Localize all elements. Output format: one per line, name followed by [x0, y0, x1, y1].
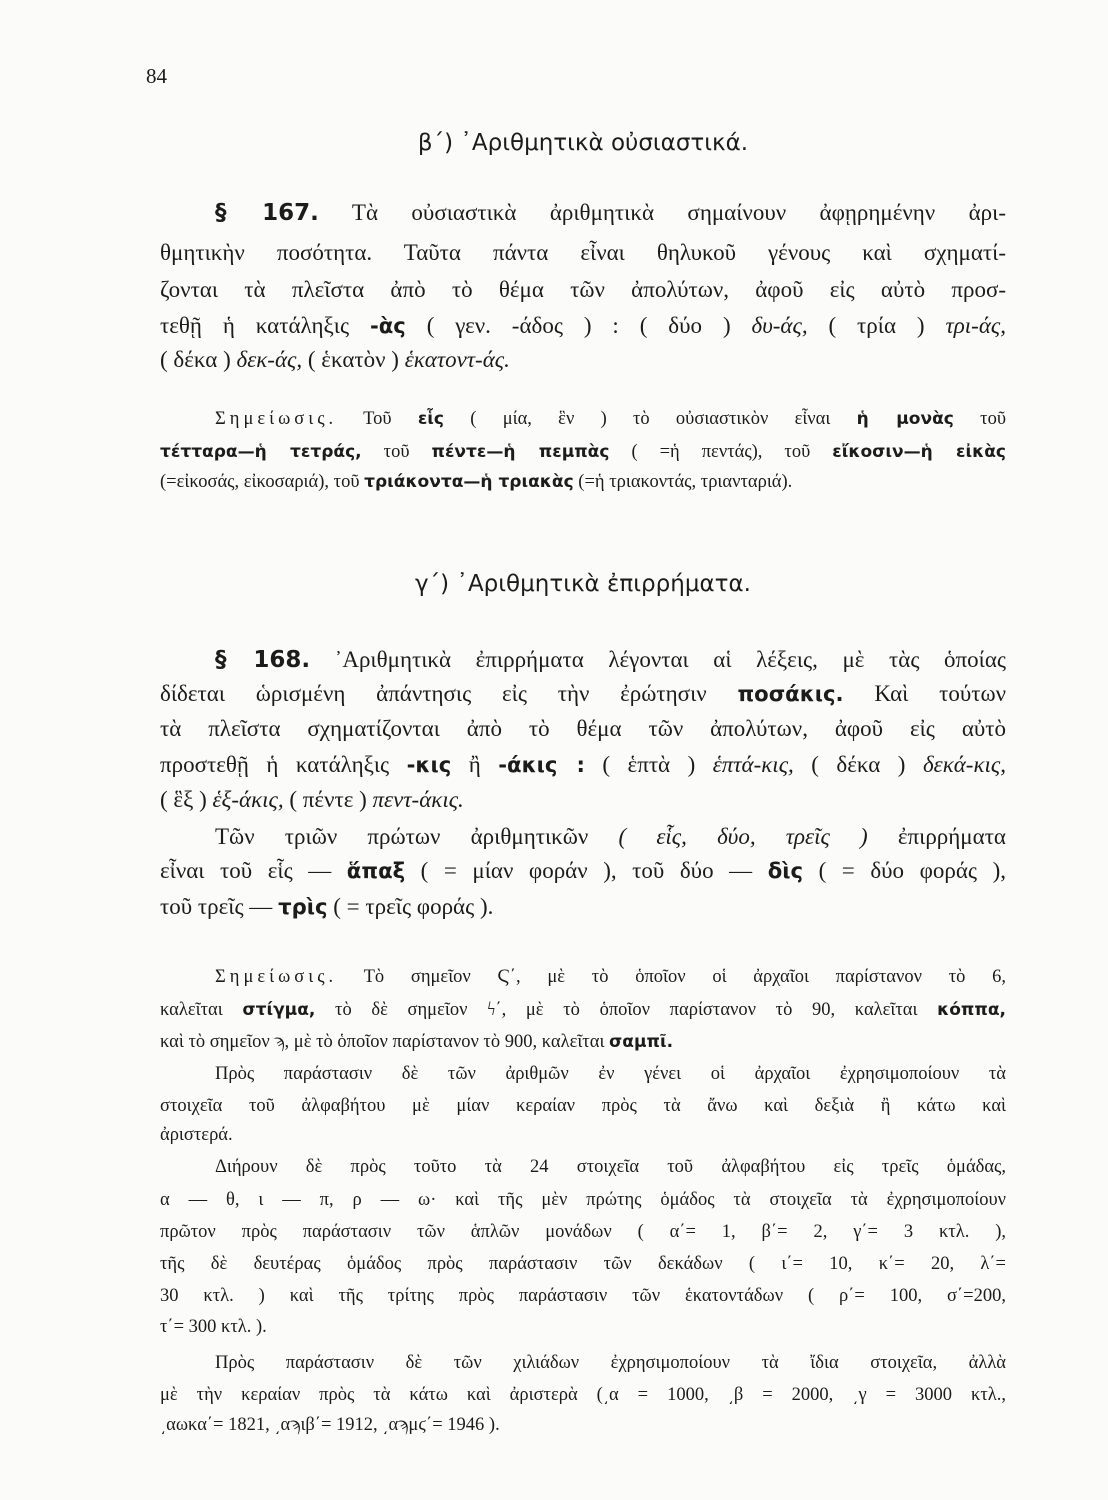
text-segment: δίδεται ὡρισμένη ἀπάντησις εἰς τὴν ἐρώτησιν	[160, 681, 738, 706]
text-segment: τ΄= 300 κτλ. ).	[160, 1317, 267, 1337]
bold-term: εἴκοσιν—ἡ εἰκὰς	[832, 442, 1007, 462]
text-line	[160, 275, 1006, 305]
text-segment: ( = δύο φοράς ),	[803, 858, 1006, 883]
bold-term: σαμπῖ.	[609, 1032, 674, 1052]
text-line	[160, 1120, 1006, 1150]
text-segment: τοῦ	[953, 409, 1006, 429]
text-segment: τοῦ τρεῖς —	[160, 894, 279, 919]
bold-term: κόππα,	[937, 1000, 1006, 1020]
text-segment: ( μία, ἓν ) τὸ οὐσιαστικὸν εἶναι	[444, 409, 857, 429]
text-segment: τοῦ	[361, 442, 432, 462]
text-line	[215, 1152, 1006, 1182]
text-segment: (=ἡ τριακοντάς, τριανταριά).	[573, 472, 793, 492]
text-segment: Σημείωσις.	[215, 967, 338, 987]
text-segment: καὶ τὸ σημεῖον ϡ, μὲ τὸ ὁποῖον παρίστανον τὸ 900, καλεῖται	[160, 1032, 610, 1052]
text-segment: καλεῖται	[160, 1000, 243, 1020]
bold-term: τριάκοντα—ἡ τριακὰς	[364, 472, 574, 492]
text-line	[160, 1249, 1006, 1279]
text-segment: ( ἓξ )	[160, 787, 213, 812]
text-segment: ( =ἡ πεντάς), τοῦ	[609, 442, 833, 462]
bold-term: -ὰς	[369, 313, 406, 338]
text-segment: Πρὸς παράστασιν δὲ τῶν ἀριθμῶν ἐν γένει οἱ ἀρχαῖοι ἐχρησιμοποίουν τὰ	[215, 1064, 1006, 1084]
bold-term: τέτταρα—ἡ τετράς,	[160, 442, 362, 462]
text-segment: ( πέντε )	[283, 787, 373, 812]
text-segment: ( γεν. -άδος ) : ( δύο )	[405, 313, 752, 338]
text-segment: ( δέκα )	[793, 752, 923, 777]
text-line	[160, 1217, 1006, 1247]
text-line	[160, 892, 1006, 922]
text-segment: Τὰ οὐσιαστικὰ ἀριθμητικὰ σημαίνουν ἀφῃρημένην ἀρι-	[318, 200, 1006, 225]
text-line	[160, 1281, 1006, 1311]
bold-term: ἅπαξ	[346, 858, 406, 883]
text-line	[160, 1091, 1006, 1121]
text-segment: Διήρουν δὲ πρὸς τοῦτο τὰ 24 στοιχεῖα τοῦ ἀλφαβήτου εἰς τρεῖς ὁμάδας,	[215, 1157, 1006, 1177]
text-segment: γ΄) ᾿Αριθμητικὰ ἐπιρρήματα.	[415, 571, 751, 597]
section-heading	[160, 569, 1006, 599]
text-segment: Σημείωσις.	[215, 409, 338, 429]
text-line	[160, 437, 1006, 467]
text-line	[215, 1348, 1006, 1378]
text-line	[160, 785, 1006, 815]
italic-term: ἑκατοντ-άς.	[404, 347, 510, 372]
text-segment: πρῶτον πρὸς παράστασιν τῶν ἁπλῶν μονάδων ( α΄= 1, β΄= 2, γ΄= 3 κτλ. ),	[160, 1222, 1006, 1242]
italic-term: τρι-άς,	[945, 313, 1006, 338]
text-segment: ( ἑπτὰ )	[584, 752, 713, 777]
italic-term: δυ-άς,	[751, 313, 808, 338]
page-number: 84	[146, 64, 167, 88]
text-line	[160, 238, 1006, 268]
italic-term: ἑπτά-κις,	[712, 752, 794, 777]
text-segment: ᾿Αριθμητικὰ ἐπιρρήματα λέγονται αἱ λέξεις, μὲ τὰς ὁποίας	[310, 647, 1006, 672]
text-line	[160, 1380, 1006, 1410]
bold-term: στίγμα,	[242, 1000, 316, 1020]
text-segment: τὰ πλεῖστα σχηματίζονται ἀπὸ τὸ θέμα τῶν ἀπολύτων, ἀφοῦ εἰς αὐτὸ	[160, 716, 1006, 741]
bold-term: ποσάκις.	[737, 681, 844, 706]
text-segment: τεθῇ ἡ κατάληξις	[160, 313, 370, 338]
text-segment: ( = τρεῖς φοράς ).	[327, 894, 494, 919]
text-segment: ἢ	[451, 752, 499, 777]
text-line	[160, 467, 1006, 497]
text-segment: 30 κτλ. ) καὶ τῆς τρίτης πρὸς παράστασιν τῶν ἑκατοντάδων ( ρ΄= 100, σ΄=200,	[160, 1286, 1006, 1306]
text-line	[215, 198, 1006, 228]
text-segment: Τὸ σημεῖον Ϛ΄, μὲ τὸ ὁποῖον οἱ ἀρχαῖοι παρίστανον τὸ 6,	[337, 967, 1006, 987]
text-segment: α — θ, ι — π, ρ — ω· καὶ τῆς μὲν πρώτης ὁμάδος τὰ στοιχεῖα τὰ ἐχρησιμοποίουν	[160, 1190, 1006, 1210]
text-segment: Τῶν τριῶν πρώτων ἀριθμητικῶν	[215, 824, 619, 849]
text-line	[215, 645, 1006, 675]
text-segment: εἶναι τοῦ εἷς —	[160, 858, 347, 883]
section-heading	[160, 128, 1006, 158]
text-line	[160, 345, 1006, 375]
italic-term: δεκ-άς,	[236, 347, 303, 372]
text-segment: ( = μίαν φοράν ), τοῦ δύο —	[405, 858, 768, 883]
text-line	[215, 1059, 1006, 1089]
text-line	[160, 311, 1006, 341]
text-line	[215, 962, 1006, 992]
bold-term: εἷς	[417, 409, 445, 429]
text-line	[160, 995, 1006, 1025]
text-line	[215, 404, 1006, 434]
text-segment: ( δέκα )	[160, 347, 237, 372]
text-segment: Τοῦ	[337, 409, 418, 429]
section-number: § 168.	[215, 647, 311, 673]
italic-term: ( εἷς, δύο, τρεῖς )	[618, 824, 868, 849]
text-line	[160, 1185, 1006, 1215]
bold-term: τρὶς	[278, 894, 328, 919]
italic-term: δεκά-κις,	[922, 752, 1006, 777]
text-segment: ( τρία )	[807, 313, 946, 338]
text-segment: ἐπιρρήματα	[867, 824, 1006, 849]
text-line	[160, 856, 1006, 886]
section-number: § 167.	[215, 200, 319, 226]
bold-term: πέντε—ἡ πεμπὰς	[431, 442, 610, 462]
bold-term: ἡ μονὰς	[856, 409, 954, 429]
text-segment: στοιχεῖα τοῦ ἀλφαβήτου μὲ μίαν κεραίαν πρὸς τὰ ἄνω καὶ δεξιὰ ἢ κάτω καὶ	[160, 1096, 1006, 1116]
text-segment: Πρὸς παράστασιν δὲ τῶν χιλιάδων ἐχρησιμοποίουν τὰ ἴδια στοιχεῖα, ἀλλὰ	[215, 1353, 1006, 1373]
text-segment: ζονται τὰ πλεῖστα ἀπὸ τὸ θέμα τῶν ἀπολύτων, ἀφοῦ εἰς αὐτὸ προσ-	[160, 277, 1006, 302]
text-segment: προστεθῇ ἡ κατάληξις	[160, 752, 407, 777]
text-segment: τῆς δὲ δευτέρας ὁμάδος πρὸς παράστασιν τῶν δεκάδων ( ι΄= 10, κ΄= 20, λ΄=	[160, 1254, 1006, 1274]
text-segment: (=εἰκοσάς, εἰκοσαριά), τοῦ	[160, 472, 365, 492]
text-segment: ( ἑκατὸν )	[302, 347, 405, 372]
text-line	[215, 822, 1006, 852]
text-segment: ͵αωκα΄= 1821, ͵αϡιβ΄= 1912, ͵αϡμϛ΄= 1946 ).	[160, 1415, 500, 1435]
text-segment: ἀριστερά.	[160, 1125, 233, 1145]
bold-term: -κις	[406, 752, 452, 777]
bold-term: -άκις :	[498, 752, 585, 777]
italic-term: πεντ-άκις.	[372, 787, 464, 812]
text-segment: Καὶ τούτων	[843, 681, 1007, 706]
text-segment: τὸ δὲ σημεῖον ϟ΄, μὲ τὸ ὁποῖον παρίστανον τὸ 90, καλεῖται	[315, 1000, 938, 1020]
text-line	[160, 1312, 1006, 1342]
italic-term: ἑξ-άκις,	[212, 787, 284, 812]
text-line	[160, 1410, 1006, 1440]
text-segment: β΄) ᾿Αριθμητικὰ οὐσιαστικά.	[417, 130, 749, 156]
text-line	[160, 714, 1006, 744]
text-line	[160, 679, 1006, 709]
text-line	[160, 1027, 1006, 1057]
bold-term: δὶς	[767, 858, 804, 883]
text-line	[160, 750, 1006, 780]
text-segment: θμητικὴν ποσότητα. Ταῦτα πάντα εἶναι θηλυκοῦ γένους καὶ σχηματί-	[160, 240, 1006, 265]
text-segment: μὲ τὴν κεραίαν πρὸς τὰ κάτω καὶ ἀριστερὰ (͵α = 1000, ͵β = 2000, ͵γ = 3000 κτλ.,	[160, 1385, 1006, 1405]
